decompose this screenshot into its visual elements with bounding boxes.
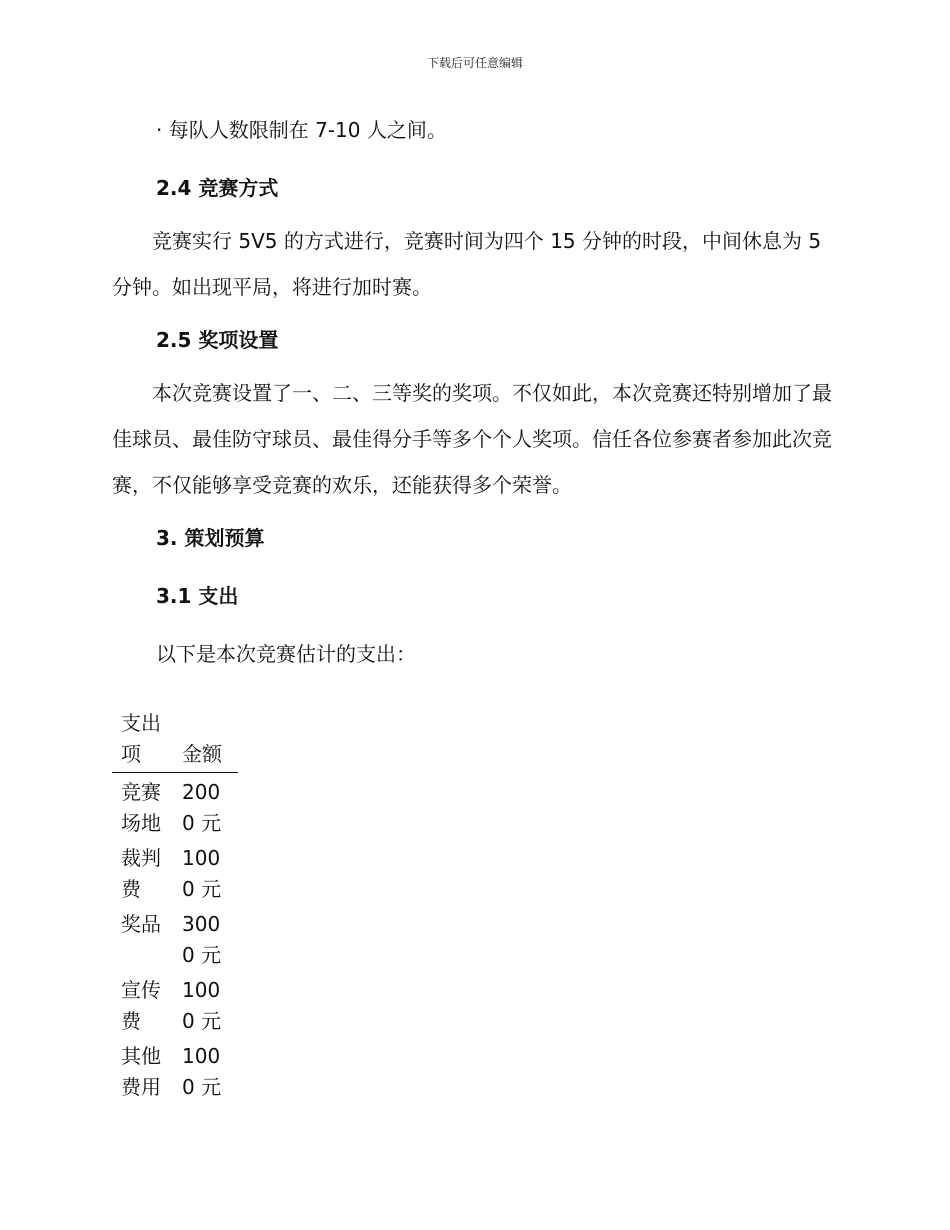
table-row — [112, 971, 238, 1037]
section-2-4-heading: 2.4 竞赛方式 — [156, 176, 279, 200]
budget-item-cell: 宣传费 — [121, 978, 161, 1033]
section-3-heading: 3. 策划预算 — [156, 526, 265, 550]
budget-table-header-row — [112, 708, 238, 773]
section-2-5-paragraph: 本次竞赛设置了一、二、三等奖的奖项。不仅如此，本次竞赛还特别增加了最佳球员、最佳防守球员、最佳得分手等多个个人奖项。信任各位参赛者参加此次竞赛，不仅能够享受竞赛的欢乐，还能获得多个荣誉。 — [112, 381, 832, 497]
table-row — [112, 773, 238, 840]
budget-table-header-amount: 金额 — [173, 708, 238, 773]
section-3-1-heading: 3.1 支出 — [156, 584, 239, 608]
budget-amount-cell: 1000 元 — [182, 846, 222, 901]
section-2-4-paragraph: 竞赛实行 5V5 的方式进行，竞赛时间为四个 15 分钟的时段，中间休息为 5 分钟。如出现平局，将进行加时赛。 — [112, 229, 822, 299]
table-row — [112, 839, 238, 905]
page-header: 下载后可任意编辑 — [426, 56, 523, 70]
table-row — [112, 905, 238, 971]
budget-amount-cell: 1000 元 — [182, 1044, 222, 1099]
budget-amount-cell: 2000 元 — [182, 780, 222, 835]
section-2-5-heading: 2.5 奖项设置 — [156, 328, 279, 352]
budget-amount-cell: 1000 元 — [182, 978, 222, 1033]
budget-item-cell: 竞赛场地 — [121, 780, 161, 835]
budget-item-cell: 奖品 — [121, 912, 161, 936]
team-size-bullet: · 每队人数限制在 7-10 人之间。 — [156, 118, 447, 142]
budget-item-cell: 其他费用 — [121, 1044, 161, 1099]
section-3-1-intro: 以下是本次竞赛估计的支出： — [156, 642, 416, 666]
budget-item-cell: 裁判费 — [121, 846, 161, 901]
table-row — [112, 1037, 238, 1103]
budget-table — [112, 708, 238, 1103]
budget-table-header-item: 支出项 — [112, 708, 173, 773]
document-body — [112, 112, 832, 672]
budget-amount-cell: 3000 元 — [182, 912, 222, 967]
